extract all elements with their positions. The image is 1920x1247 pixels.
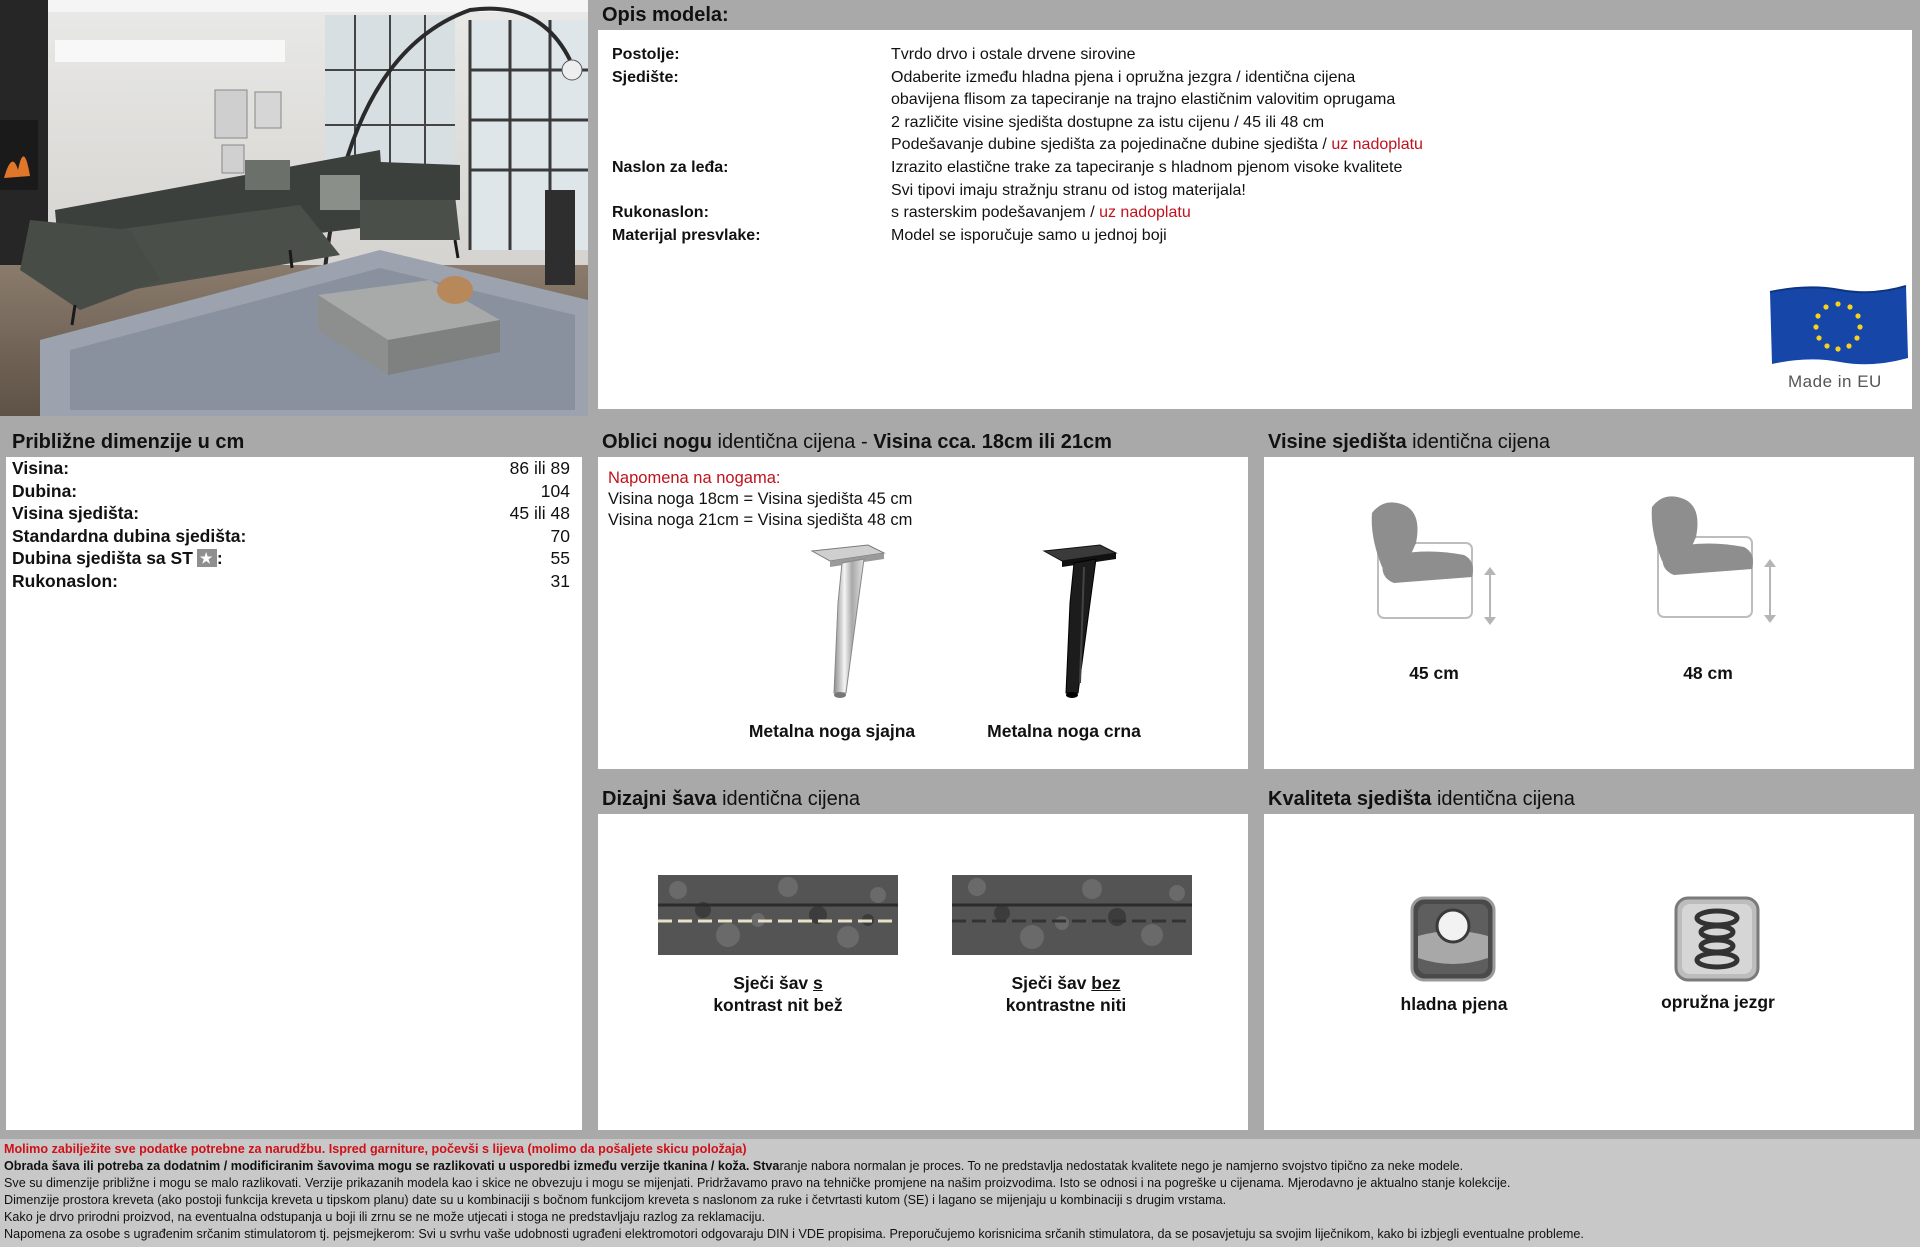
seam-caption-no-contrast [966,972,1166,1016]
desc-label-naslon: Naslon za leđa: [612,159,729,176]
legs-note-title: Napomena na nogama: [608,469,781,487]
seat-height-45-icon [1364,497,1504,627]
dim-value: 70 [550,525,570,546]
desc-label-postolje: Postolje: [612,46,680,63]
description-panel [592,0,1920,416]
seams-body [598,814,1248,1130]
dim-label: Rukonaslon: [12,571,118,591]
desc-value-materijal: Model se isporučuje samo u jednoj boji [891,226,1167,244]
footer-line-1-bold: Obrada šava ili potreba za dodatnim / modificiranim šavovima mogu se razlikovati u usporedbi između verzije tkanina / koža. Stva [4,1159,780,1173]
dim-label: Standardna dubina sjedišta: [12,525,247,546]
quality-caption-cold-foam: hladna pjena [1400,994,1508,1014]
dim-value: 31 [550,571,570,591]
legs-note-line-2: Visina noga 21cm = Visina sjedišta 48 cm [608,511,913,529]
dim-label: Visina: [12,458,70,478]
desc-value-rukonaslon [891,204,1191,222]
dimensions-title: Približne dimenzije u cm [12,431,245,453]
description-title: Opis modela: [602,4,729,26]
desc-depth-text: Podešavanje dubine sjedišta za pojedinačne dubine sjedišta / [891,136,1332,154]
seat-height-title: Visine sjedišta identična cijena [1268,431,1551,453]
seat-quality-body [1264,814,1914,1130]
product-photo [0,0,588,416]
dim-label: Visina sjedišta: [12,503,140,524]
dim-row-dubina [12,481,570,503]
footer-notes [0,1139,1920,1247]
leg-caption-chrome: Metalna noga sjajna [748,721,916,741]
dim-label [12,548,223,569]
dim-label-text: Dubina sjedišta sa ST [12,548,193,569]
legs-panel [592,427,1254,775]
dim-value: 86 ili 89 [509,458,570,478]
seat-quality-title: Kvaliteta sjedišta identična cijena [1268,788,1575,810]
dim-row-standardna-dubina [12,526,570,548]
seam-caption-text: Sječi šav [1011,973,1092,993]
desc-value-sjediste-1: Odaberite između hladna pjena i opružna jezgra / identična cijena [891,68,1356,86]
cold-foam-icon [1410,896,1496,982]
st-seat-icon: ★ [197,549,217,567]
seat-height-caption-45: 45 cm [1409,663,1459,683]
desc-value-postolje: Tvrdo drvo i ostale drvene sirovine [891,46,1136,63]
seam-caption-contrast [678,972,878,1016]
legs-title: Oblici nogu identična cijena - Visina cca. 18cm ili 21cm [602,431,1112,453]
desc-label-materijal: Materijal presvlake: [612,226,761,244]
footer-order-note: Molimo zabilježite sve podatke potrebne za narudžbu. Ispred garniture, počevši s lijeva (molimo da pošaljete skicu položaja) [4,1142,747,1156]
dim-row-rukonaslon [12,571,570,593]
footer-line-1 [4,1159,1463,1173]
desc-rukonaslon-text: s rasterskim podešavanjem / [891,204,1100,222]
footer-line-3: Dimenzije prostora kreveta (ako postoji funkcija kreveta u tipskom planu) date su u kombinaciji s bočnom funkcijom kreveta s naslonom za ruke i četvrtasti kutom (SE) i lagano se mijenjaju u kombinaciji s drugim vrstama. [4,1193,1227,1207]
dimensions-body [6,457,582,1130]
spring-core-icon [1674,896,1760,982]
legs-note-line-1: Visina noga 18cm = Visina sjedišta 45 cm [608,490,913,508]
description-body [598,30,1912,409]
legs-body [598,457,1248,769]
chrome-leg-icon [808,543,888,703]
seam-caption-emph: s [813,973,823,993]
desc-value-sjediste-2: obavijena flisom za tapeciranje na trajno elastičnim valovitim oprugama [891,91,1396,109]
desc-label-rukonaslon: Rukonaslon: [612,204,709,222]
seams-title: Dizajni šava identična cijena [602,788,860,810]
dim-value: 45 ili 48 [509,503,570,524]
footer-line-1-rest: ranje nabora normalan je proces. To ne predstavlja nedostatak kvalitete nego je namjerno svojstvo tipično za neke modele. [779,1159,1464,1173]
desc-value-naslon-1: Izrazito elastične trake za tapeciranje s hladnom pjenom visoke kvalitete [891,159,1403,176]
seam-caption-line2: kontrastne niti [1005,995,1127,1015]
desc-label-sjediste: Sjedište: [612,68,679,86]
dim-row-visina [12,458,570,480]
seat-height-48-icon [1644,491,1784,627]
desc-depth-surcharge: uz nadoplatu [1331,136,1423,154]
eu-flag-icon [1768,282,1913,372]
dim-row-visina-sjedista [12,503,570,525]
quality-caption-spring-core: opružna jezgr [1661,992,1775,1012]
desc-value-depth-adjust [891,136,1423,154]
made-in-eu-label: Made in EU [1788,372,1882,391]
sofa-room-illustration [0,0,588,416]
seat-height-body [1264,457,1914,769]
dimensions-panel [0,427,588,1136]
seat-quality-panel [1258,784,1920,1136]
dim-value: 55 [550,548,570,569]
seat-height-panel [1258,427,1920,775]
black-leg-icon [1040,543,1120,703]
desc-rukonaslon-surcharge: uz nadoplatu [1099,204,1191,222]
dim-label: Dubina: [12,480,78,501]
seam-caption-text: Sječi šav [733,973,814,993]
dim-row-dubina-st [12,548,570,570]
desc-value-sjediste-3: 2 različite visine sjedišta dostupne za istu cijenu / 45 ili 48 cm [891,113,1325,131]
seams-panel [592,784,1254,1136]
footer-line-2: Sve su dimenzije približne i mogu se malo razlikovati. Verzije prikazanih modela kao i skice ne obvezuju i mogu se mijenjati. Pridržavamo pravo na tehničke promjene na našim proizvodima. Isto se odnosi i na pogreške u cijenama. Mjerodavno je aktualno stanje kolekcije. [4,1176,1511,1190]
dim-label-suffix: : [216,548,223,569]
footer-line-4: Kako je drvo prirodni proizvod, na eventualna odstupanja u boji ili zrnu se ne može utjecati i stoga ne predstavljaju razlog za reklamaciju. [4,1210,765,1224]
dim-value: 104 [540,480,570,501]
seam-caption-emph: bez [1091,973,1121,993]
seat-height-caption-48: 48 cm [1683,663,1733,683]
seam-caption-line2: kontrast nit bež [713,995,843,1015]
desc-value-naslon-2: Svi tipovi imaju stražnju stranu od istog materijala! [891,181,1246,199]
seam-contrast-swatch [658,875,898,955]
seam-no-contrast-swatch [952,875,1192,955]
footer-line-5: Napomena za osobe s ugrađenim srčanim stimulatorom tj. pejsmejkerom: Svi u svrhu vaše udobnosti ugrađeni elektromotori odgovaraju DIN i VDE propisima. Preporučujemo korisnicima srčanih stimulatora, da se posavjetuju sa svojim liječnikom, kako bi izbjegli eventualne probleme. [4,1227,1584,1241]
leg-caption-black: Metalna noga crna [987,721,1141,741]
